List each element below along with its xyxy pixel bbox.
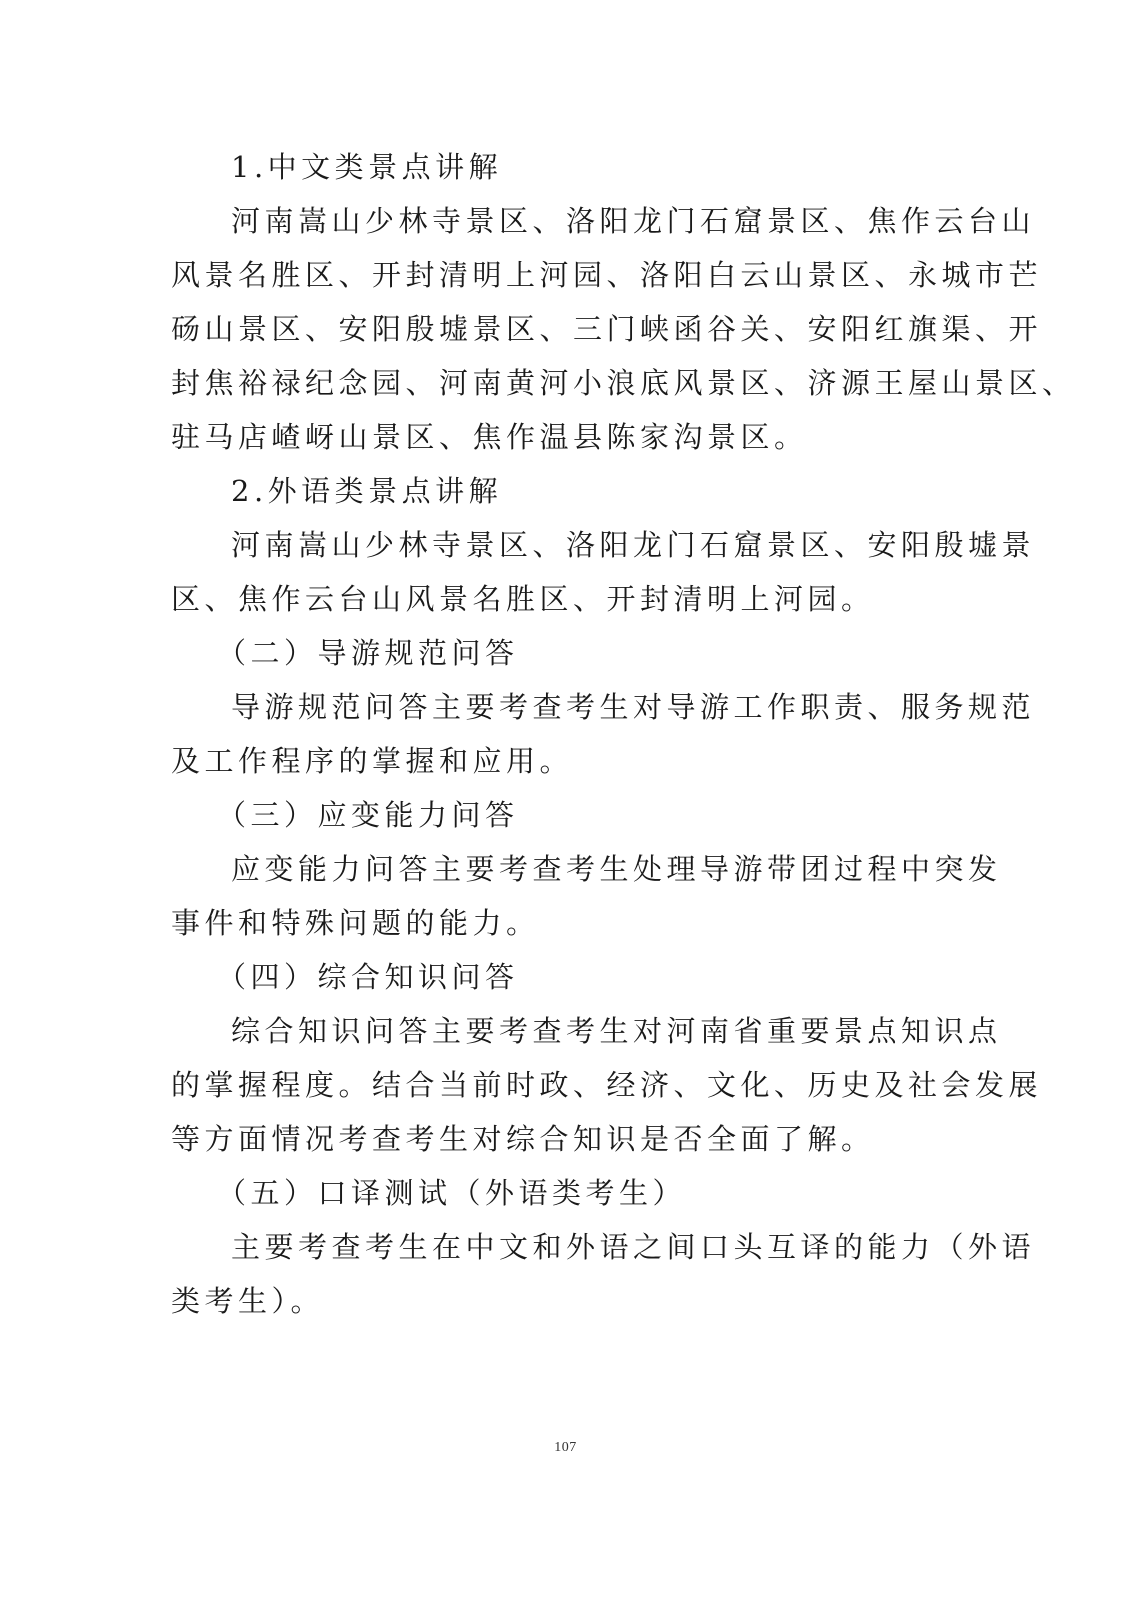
page-number: 107: [554, 1440, 577, 1455]
page-content: [171, 140, 1076, 1328]
paragraph-line: 综合知识问答主要考查考生对河南省重要景点知识点: [231, 1014, 1002, 1048]
paragraph-line: 封焦裕禄纪念园、河南黄河小浪底风景区、济源王屋山景区、: [171, 366, 1076, 400]
paragraph-line: 等方面情况考查考生对综合知识是否全面了解。: [171, 1122, 875, 1156]
paragraph-line: 河南嵩山少林寺景区、洛阳龙门石窟景区、安阳殷墟景: [231, 528, 1036, 562]
paragraph-line: 驻马店嵖岈山景区、焦作温县陈家沟景区。: [171, 420, 808, 454]
paragraph-line: 应变能力问答主要考查考生处理导游带团过程中突发: [231, 852, 1002, 886]
paragraph-line: 主要考查考生在中文和外语之间口头互译的能力（外语: [231, 1230, 1036, 1264]
section-heading: （五）口译测试（外语类考生）: [217, 1176, 687, 1210]
paragraph-line: 事件和特殊问题的能力。: [171, 906, 540, 940]
section-heading: （二）导游规范问答: [217, 636, 519, 670]
paragraph-line: 区、焦作云台山风景名胜区、开封清明上河园。: [171, 582, 875, 616]
paragraph-line: 及工作程序的掌握和应用。: [171, 744, 574, 778]
paragraph-line: 砀山景区、安阳殷墟景区、三门峡函谷关、安阳红旗渠、开: [171, 312, 1043, 346]
paragraph-line: 类考生）。: [171, 1284, 325, 1318]
section-heading: （四）综合知识问答: [217, 960, 519, 994]
section-heading: （三）应变能力问答: [217, 798, 519, 832]
paragraph-line: 风景名胜区、开封清明上河园、洛阳白云山景区、永城市芒: [171, 258, 1043, 292]
paragraph-line: 河南嵩山少林寺景区、洛阳龙门石窟景区、焦作云台山: [231, 204, 1036, 238]
section-heading: 2.外语类景点讲解: [231, 474, 503, 508]
paragraph-line: 导游规范问答主要考查考生对导游工作职责、服务规范: [231, 690, 1036, 724]
paragraph-line: 的掌握程度。结合当前时政、经济、文化、历史及社会发展: [171, 1068, 1043, 1102]
section-heading: 1.中文类景点讲解: [231, 150, 503, 184]
